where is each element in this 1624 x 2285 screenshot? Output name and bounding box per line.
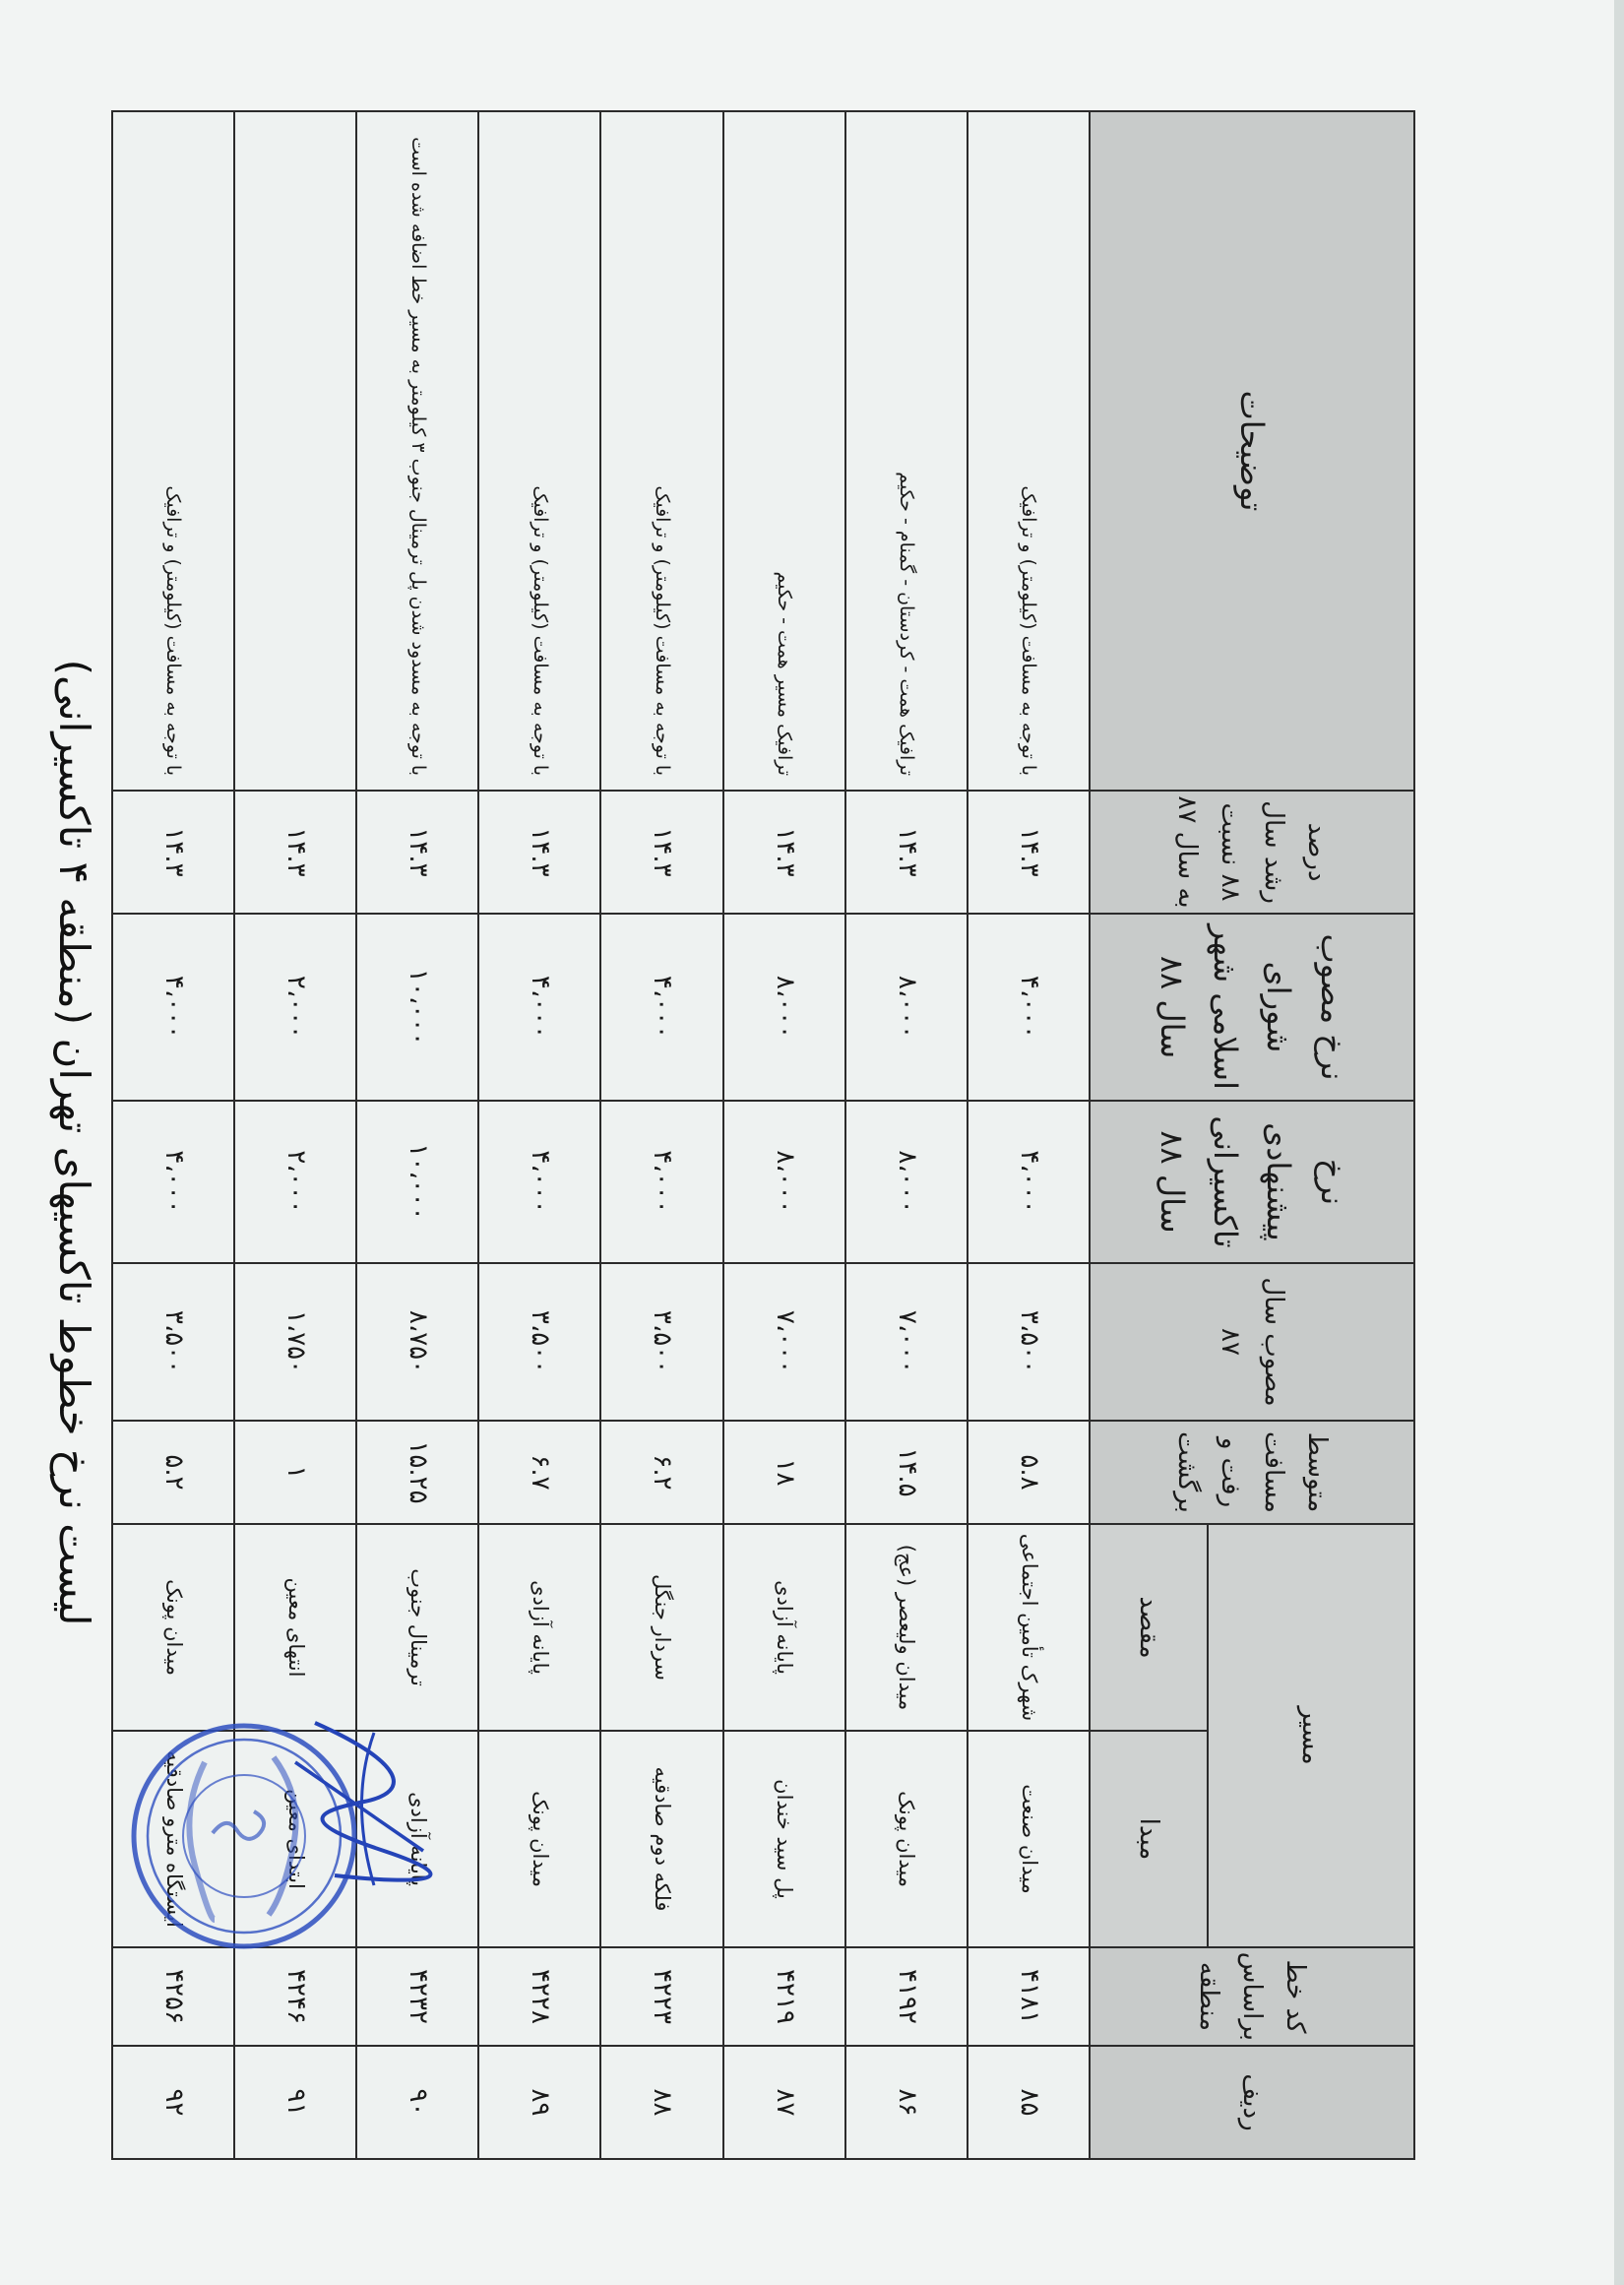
cell-row: ۹۰ — [356, 2046, 478, 2159]
cell-origin: ایستگاه مترو صادقیه — [112, 1731, 234, 1947]
table-row — [601, 111, 723, 2159]
cell-fare-87: ۳،۵۰۰ — [112, 1263, 234, 1421]
cell-row: ۸۷ — [723, 2046, 845, 2159]
cell-destination: انتهای معین — [234, 1524, 356, 1731]
cell-approved-88: ۴،۰۰۰ — [478, 914, 600, 1101]
cell-growth: ۱۴.۳ — [845, 791, 968, 914]
cell-proposed-88: ۴،۰۰۰ — [112, 1101, 234, 1263]
cell-proposed-88: ۲،۰۰۰ — [234, 1101, 356, 1263]
cell-growth: ۱۴.۳ — [968, 791, 1090, 914]
cell-row: ۸۹ — [478, 2046, 600, 2159]
cell-distance: ۱۴.۵ — [845, 1421, 968, 1524]
cell-growth: ۱۴.۳ — [601, 791, 723, 914]
cell-proposed-88: ۱۰،۰۰۰ — [356, 1101, 478, 1263]
cell-notes: با توجه به مسدود شدن پل ترمینال جنوب ۳ کیلومتر به مسیر خط اضافه شده است — [356, 111, 478, 791]
cell-notes: با توجه به مسافت (کیلومتر) و ترافیک — [601, 111, 723, 791]
header-route: مسیر — [1208, 1524, 1414, 1947]
header-proposed-88: نرخ پیشنهادی تاکسیرانی سال ۸۸ — [1090, 1101, 1414, 1263]
cell-fare-87: ۱،۷۵۰ — [234, 1263, 356, 1421]
cell-growth: ۱۴.۳ — [356, 791, 478, 914]
cell-destination: ترمینال جنوب — [356, 1524, 478, 1731]
cell-row: ۹۱ — [234, 2046, 356, 2159]
cell-row: ۹۲ — [112, 2046, 234, 2159]
cell-origin: پایانه آزادی — [356, 1731, 478, 1947]
cell-notes: با توجه به مسافت (کیلومتر) و ترافیک — [112, 111, 234, 791]
cell-fare-87: ۳،۵۰۰ — [601, 1263, 723, 1421]
cell-proposed-88: ۸،۰۰۰ — [845, 1101, 968, 1263]
cell-approved-88: ۸،۰۰۰ — [845, 914, 968, 1101]
cell-notes: ترافیک مسیر همت - حکیم — [723, 111, 845, 791]
header-line-code: کد خط براساس منطقه — [1090, 1947, 1414, 2046]
header-row-number: ردیف — [1090, 2046, 1414, 2159]
cell-notes: با توجه به مسافت (کیلومتر) و ترافیک — [968, 111, 1090, 791]
cell-approved-88: ۴،۰۰۰ — [112, 914, 234, 1101]
cell-distance: ۱۸ — [723, 1421, 845, 1524]
cell-distance: ۱۵.۲۵ — [356, 1421, 478, 1524]
cell-distance: ۵.۲ — [112, 1421, 234, 1524]
cell-destination: میدان پونک — [112, 1524, 234, 1731]
cell-notes: ترافیک همت - کردستان - گمنام - حکیم — [845, 111, 968, 791]
cell-code: ۴۲۱۹ — [723, 1947, 845, 2046]
cell-code: ۴۲۲۸ — [478, 1947, 600, 2046]
cell-distance: ۶.۲ — [601, 1421, 723, 1524]
cell-proposed-88: ۴،۰۰۰ — [478, 1101, 600, 1263]
cell-approved-88: ۴،۰۰۰ — [968, 914, 1090, 1101]
cell-code: ۴۲۳۲ — [356, 1947, 478, 2046]
cell-approved-88: ۱۰،۰۰۰ — [356, 914, 478, 1101]
header-fare-87: مصوب سال ۸۷ — [1090, 1263, 1414, 1421]
cell-growth: ۱۴.۳ — [112, 791, 234, 914]
cell-code: ۴۲۲۳ — [601, 1947, 723, 2046]
cell-distance: ۵.۸ — [968, 1421, 1090, 1524]
cell-origin: میدان پونک — [478, 1731, 600, 1947]
cell-approved-88: ۲،۰۰۰ — [234, 914, 356, 1101]
cell-origin: فلکه دوم صادقیه — [601, 1731, 723, 1947]
header-destination: مقصد — [1090, 1524, 1208, 1731]
cell-destination: شهرک تأمین اجتماعی — [968, 1524, 1090, 1731]
cell-growth: ۱۴.۳ — [478, 791, 600, 914]
header-avg-distance: متوسط مسافت رفت و برگشت — [1090, 1421, 1414, 1524]
cell-fare-87: ۷،۰۰۰ — [723, 1263, 845, 1421]
cell-destination: میدان ولیعصر (عج) — [845, 1524, 968, 1731]
table-row — [478, 111, 600, 2159]
cell-row: ۸۸ — [601, 2046, 723, 2159]
cell-approved-88: ۴،۰۰۰ — [601, 914, 723, 1101]
cell-approved-88: ۸،۰۰۰ — [723, 914, 845, 1101]
document-title: لیست نرخ خطوط تاکسیهای تهران (منطقه ۴ تاکسیرانی) — [50, 659, 98, 1626]
cell-code: ۴۲۴۶ — [234, 1947, 356, 2046]
cell-notes — [234, 111, 356, 791]
cell-distance: ۱ — [234, 1421, 356, 1524]
cell-fare-87: ۷،۰۰۰ — [845, 1263, 968, 1421]
cell-row: ۸۵ — [968, 2046, 1090, 2159]
header-notes: توضیحات — [1090, 111, 1414, 791]
cell-fare-87: ۳،۵۰۰ — [478, 1263, 600, 1421]
cell-code: ۴۱۸۱ — [968, 1947, 1090, 2046]
cell-growth: ۱۴.۳ — [723, 791, 845, 914]
table-row — [845, 111, 968, 2159]
handwritten-signature — [276, 1703, 443, 1900]
header-origin: مبدا — [1090, 1731, 1208, 1947]
cell-code: ۴۱۹۲ — [845, 1947, 968, 2046]
cell-proposed-88: ۴،۰۰۰ — [968, 1101, 1090, 1263]
cell-origin: پل سید خندان — [723, 1731, 845, 1947]
cell-growth: ۱۴.۳ — [234, 791, 356, 914]
cell-fare-87: ۸،۷۵۰ — [356, 1263, 478, 1421]
cell-notes: با توجه به مسافت (کیلومتر) و ترافیک — [478, 111, 600, 791]
cell-distance: ۶.۷ — [478, 1421, 600, 1524]
cell-origin: میدان صنعت — [968, 1731, 1090, 1947]
table-row — [723, 111, 845, 2159]
cell-destination: پایانه آزادی — [723, 1524, 845, 1731]
cell-row: ۸۶ — [845, 2046, 968, 2159]
cell-origin: ابتدای معین — [234, 1731, 356, 1947]
header-approved-88: نرخ مصوب شورای اسلامی شهر سال ۸۸ — [1090, 914, 1414, 1101]
cell-fare-87: ۳،۵۰۰ — [968, 1263, 1090, 1421]
cell-proposed-88: ۸،۰۰۰ — [723, 1101, 845, 1263]
cell-proposed-88: ۴،۰۰۰ — [601, 1101, 723, 1263]
header-growth: درصد رشد سال ۸۸ نسبت به سال ۸۷ — [1090, 791, 1414, 914]
cell-code: ۴۲۵۶ — [112, 1947, 234, 2046]
cell-destination: سردار جنگل — [601, 1524, 723, 1731]
cell-destination: پایانه آزادی — [478, 1524, 600, 1731]
cell-origin: میدان پونک — [845, 1731, 968, 1947]
table-row — [968, 111, 1090, 2159]
